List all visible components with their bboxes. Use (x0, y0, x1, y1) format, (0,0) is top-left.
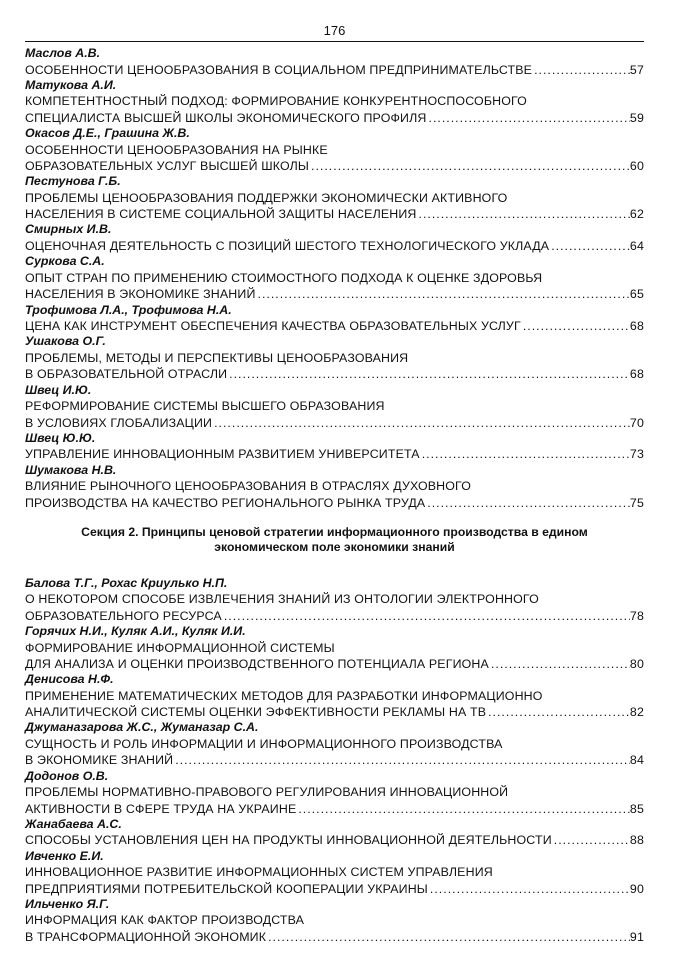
toc-entry-title-text: НАСЕЛЕНИЯ В СИСТЕМЕ СОЦИАЛЬНОЙ ЗАЩИТЫ НАСЕЛЕНИЯ (25, 207, 417, 222)
toc-entry-title-last-line[interactable] (25, 608, 644, 624)
dot-leader (549, 238, 630, 254)
toc-entry-author: Суркова С.А. (25, 254, 105, 269)
toc-entry-title-line: ПРОБЛЕМЫ ЦЕНООБРАЗОВАНИЯ ПОДДЕРЖКИ ЭКОНОМИЧЕСКИ АКТИВНОГО (25, 190, 508, 205)
dot-leader (173, 752, 630, 768)
toc-entry-page-number: 91 (629, 929, 644, 944)
toc-entry-title-last-line[interactable] (25, 929, 644, 945)
toc-entry-page-number: 82 (629, 705, 644, 720)
toc-entry-title-line: ФОРМИРОВАНИЕ ИНФОРМАЦИОННОЙ СИСТЕМЫ (25, 640, 335, 655)
header-rule (25, 41, 644, 42)
toc-entry-title-line: О НЕКОТОРОМ СПОСОБЕ ИЗВЛЕЧЕНИЯ ЗНАНИЙ ИЗ ОНТОЛОГИИ ЭЛЕКТРОННОГО (25, 592, 539, 607)
dot-leader (486, 704, 630, 720)
dot-leader (489, 656, 630, 672)
toc-entry-author: Швец Ю.Ю. (25, 430, 96, 445)
toc-entry-author: Швец И.Ю. (25, 382, 92, 397)
toc-entry-page-number: 88 (629, 833, 644, 848)
toc-entry-title-last-line[interactable] (25, 158, 644, 174)
toc-entry-title-text: ОБРАЗОВАТЕЛЬНОГО РЕСУРСА (25, 608, 222, 623)
dot-leader (212, 415, 630, 431)
toc-entry-page-number: 73 (629, 447, 644, 462)
toc-entry-title-text: В ЭКОНОМИКЕ ЗНАНИЙ (25, 753, 174, 768)
toc-entry-title-last-line[interactable] (25, 704, 644, 720)
toc-entry-author: Окасов Д.Е., Грашина Ж.В. (25, 126, 190, 141)
toc-entry (25, 849, 644, 897)
toc-entry-title-text: ОЦЕНОЧНАЯ ДЕЯТЕЛЬНОСТЬ С ПОЗИЦИЙ ШЕСТОГО ТЕХНОЛОГИЧЕСКОГО УКЛАДА (25, 239, 550, 254)
toc-list-section-1 (25, 46, 644, 511)
dot-leader (417, 206, 630, 222)
toc-entry-author: Ивченко Е.И. (25, 848, 104, 863)
toc-entry-author: Ушакова О.Г. (25, 334, 106, 349)
dot-leader (256, 286, 630, 302)
toc-entry-title-last-line[interactable] (25, 801, 644, 817)
toc-entry-author: Додонов О.В. (25, 768, 109, 783)
toc-entry-title-last-line[interactable] (25, 286, 644, 302)
toc-entry (25, 431, 644, 463)
toc-entry-title-last-line[interactable] (25, 206, 644, 222)
toc-entry-page-number: 80 (629, 656, 644, 671)
toc-entry (25, 897, 644, 945)
toc-entry-title-line: ПРИМЕНЕНИЕ МАТЕМАТИЧЕСКИХ МЕТОДОВ ДЛЯ РАЗРАБОТКИ ИНФОРМАЦИОННО (25, 688, 543, 703)
toc-entry-title-line: ОСОБЕННОСТИ ЦЕНООБРАЗОВАНИЯ НА РЫНКЕ (25, 142, 328, 157)
toc-entry-title-last-line[interactable] (25, 881, 644, 897)
toc-entry (25, 254, 644, 302)
toc-entry-title-last-line[interactable] (25, 752, 644, 768)
toc-entry-title-last-line[interactable] (25, 62, 644, 78)
toc-entry (25, 576, 644, 624)
toc-entry-title-last-line[interactable] (25, 656, 644, 672)
toc-entry-title-text: УПРАВЛЕНИЕ ИННОВАЦИОННЫМ РАЗВИТИЕМ УНИВЕРСИТЕТА (25, 447, 420, 462)
toc-entry-page-number: 68 (629, 319, 644, 334)
dot-leader (427, 110, 630, 126)
toc-entry-author: Шумакова Н.В. (25, 462, 117, 477)
toc-entry-title-line: РЕФОРМИРОВАНИЕ СИСТЕМЫ ВЫСШЕГО ОБРАЗОВАНИЯ (25, 399, 385, 414)
toc-entry-title-text: ДЛЯ АНАЛИЗА И ОЦЕНКИ ПРОИЗВОДСТВЕННОГО ПОТЕНЦИАЛА РЕГИОНА (25, 656, 489, 671)
dot-leader (428, 881, 630, 897)
toc-entry-title-last-line[interactable] (25, 415, 644, 431)
toc-entry-title-text: НАСЕЛЕНИЯ В ЭКОНОМИКЕ ЗНАНИЙ (25, 287, 256, 302)
page-number: 176 (323, 23, 346, 38)
toc-entry (25, 672, 644, 720)
toc-entry-author: Жанабаева А.С. (25, 816, 122, 831)
toc-entry-title-text: СПЕЦИАЛИСТА ВЫСШЕЙ ШКОЛЫ ЭКОНОМИЧЕСКОГО ПРОФИЛЯ (25, 110, 427, 125)
toc-entry (25, 720, 644, 768)
toc-entry-title-text: В УСЛОВИЯХ ГЛОБАЛИЗАЦИИ (25, 415, 213, 430)
toc-entry-author: Матукова А.И. (25, 77, 117, 92)
dot-leader (296, 801, 630, 817)
toc-entry-page-number: 85 (629, 801, 644, 816)
dot-leader (266, 929, 630, 945)
toc-entry-author: Балова Т.Г., Рохас Криулько Н.П. (25, 575, 228, 590)
toc-entry-title-line: КОМПЕТЕНТНОСТНЫЙ ПОДХОД: ФОРМИРОВАНИЕ КОНКУРЕНТНОСПОСОБНОГО (25, 94, 527, 109)
toc-entry (25, 303, 644, 335)
toc-entry-title-line: ПРОБЛЕМЫ, МЕТОДЫ И ПЕРСПЕКТИВЫ ЦЕНООБРАЗОВАНИЯ (25, 351, 409, 366)
toc-entry (25, 817, 644, 849)
toc-entry (25, 383, 644, 431)
toc-entry-title-text: ЦЕНА КАК ИНСТРУМЕНТ ОБЕСПЕЧЕНИЯ КАЧЕСТВА ОБРАЗОВАТЕЛЬНЫХ УСЛУГ (25, 319, 521, 334)
toc-entry (25, 126, 644, 174)
toc-entry-author: Пестунова Г.Б. (25, 174, 121, 189)
toc-entry-title-line: ВЛИЯНИЕ РЫНОЧНОГО ЦЕНООБРАЗОВАНИЯ В ОТРАСЛЯХ ДУХОВНОГО (25, 479, 472, 494)
toc-entry-page-number: 75 (629, 495, 644, 510)
toc-entry (25, 174, 644, 222)
toc-entry-page-number: 60 (629, 158, 644, 173)
toc-entry-page-number: 62 (629, 207, 644, 222)
toc-entry-title-text: ОСОБЕННОСТИ ЦЕНООБРАЗОВАНИЯ В СОЦИАЛЬНОМ ПРЕДПРИНИМАТЕЛЬСТВЕ (25, 62, 533, 77)
toc-entry (25, 222, 644, 254)
toc-entry-title-line: ПРОБЛЕМЫ НОРМАТИВНО-ПРАВОВОГО РЕГУЛИРОВАНИЯ ИННОВАЦИОННОЙ (25, 785, 509, 800)
toc-entry (25, 334, 644, 382)
toc-entry-title-last-line[interactable] (25, 318, 644, 334)
toc-entry-title-line: ИННОВАЦИОННОЕ РАЗВИТИЕ ИНФОРМАЦИОННЫХ СИСТЕМ УПРАВЛЕНИЯ (25, 865, 493, 880)
toc-entry-title-text: АКТИВНОСТИ В СФЕРЕ ТРУДА НА УКРАИНЕ (25, 801, 297, 816)
dot-leader (227, 366, 630, 382)
dot-leader (425, 495, 630, 511)
toc-entry-title-text: ПРОИЗВОДСТВА НА КАЧЕСТВО РЕГИОНАЛЬНОГО РЫНКА ТРУДА (25, 495, 426, 510)
section-title (35, 525, 634, 556)
toc-entry-title-line: ОПЫТ СТРАН ПО ПРИМЕНЕНИЮ СТОИМОСТНОГО ПОДХОДА К ОЦЕНКЕ ЗДОРОВЬЯ (25, 270, 543, 285)
toc-entry-title-last-line[interactable] (25, 366, 644, 382)
toc-entry-title-text: ОБРАЗОВАТЕЛЬНЫХ УСЛУГ ВЫСШЕЙ ШКОЛЫ (25, 158, 310, 173)
toc-entry-page-number: 57 (629, 62, 644, 77)
toc-entry (25, 78, 644, 126)
dot-leader (521, 318, 630, 334)
toc-entry-page-number: 84 (629, 753, 644, 768)
toc-entry-title-last-line[interactable] (25, 446, 644, 462)
toc-entry-title-text: ПРЕДПРИЯТИЯМИ ПОТРЕБИТЕЛЬСКОЙ КООПЕРАЦИИ УКРАИНЫ (25, 881, 428, 896)
toc-entry-page-number: 68 (629, 367, 644, 382)
toc-entry-title-last-line[interactable] (25, 832, 644, 848)
toc-entry-author: Ильченко Я.Г. (25, 896, 110, 911)
toc-entry-author: Горячих Н.И., Куляк А.И., Куляк И.И. (25, 624, 246, 639)
dot-leader (552, 832, 630, 848)
toc-entry-author: Джуманазарова Ж.С., Жуманазар С.А. (25, 720, 259, 735)
toc-entry (25, 463, 644, 511)
dot-leader (420, 446, 630, 462)
toc-entry-page-number: 64 (629, 239, 644, 254)
toc-entry-title-text: АНАЛИТИЧЕСКОЙ СИСТЕМЫ ОЦЕНКИ ЭФФЕКТИВНОСТИ РЕКЛАМЫ НА ТВ (25, 705, 487, 720)
toc-entry-author: Денисова Н.Ф. (25, 672, 114, 687)
toc-entry (25, 624, 644, 672)
dot-leader (309, 158, 630, 174)
toc-entry (25, 769, 644, 817)
toc-entry-title-line: СУЩНОСТЬ И РОЛЬ ИНФОРМАЦИИ И ИНФОРМАЦИОННОГО ПРОИЗВОДСТВА (25, 737, 503, 752)
toc-entry-title-text: В ТРАНСФОРМАЦИОННОЙ ЭКОНОМИК (25, 929, 267, 944)
toc-entry-title-line: ИНФОРМАЦИЯ КАК ФАКТОР ПРОИЗВОДСТВА (25, 913, 305, 928)
toc-entry-author: Трофимова Л.А., Трофимова Н.А. (25, 302, 232, 317)
section-title-line-2: экономическом поле экономики знаний (214, 540, 455, 555)
toc-entry-title-text: СПОСОБЫ УСТАНОВЛЕНИЯ ЦЕН НА ПРОДУКТЫ ИННОВАЦИОННОЙ ДЕЯТЕЛЬНОСТИ (25, 833, 552, 848)
toc-entry-page-number: 59 (629, 110, 644, 125)
dot-leader (222, 608, 630, 624)
toc-entry-author: Маслов А.В. (25, 46, 101, 60)
toc-entry-title-last-line[interactable] (25, 238, 644, 254)
section-title-line-1: Секция 2. Принципы ценовой стратегии информационного производства в едином (81, 524, 588, 539)
toc-entry-author: Смирных И.В. (25, 222, 112, 237)
dot-leader (532, 62, 630, 78)
toc-entry (25, 46, 644, 78)
toc-entry-title-text: В ОБРАЗОВАТЕЛЬНОЙ ОТРАСЛИ (25, 367, 228, 382)
toc-list-section-2 (25, 576, 644, 945)
toc-entry-page-number: 70 (629, 415, 644, 430)
toc-entry-page-number: 90 (629, 881, 644, 896)
toc-entry-title-last-line[interactable] (25, 110, 644, 126)
toc-entry-page-number: 78 (629, 608, 644, 623)
toc-entry-page-number: 65 (629, 287, 644, 302)
toc-entry-title-last-line[interactable] (25, 495, 644, 511)
